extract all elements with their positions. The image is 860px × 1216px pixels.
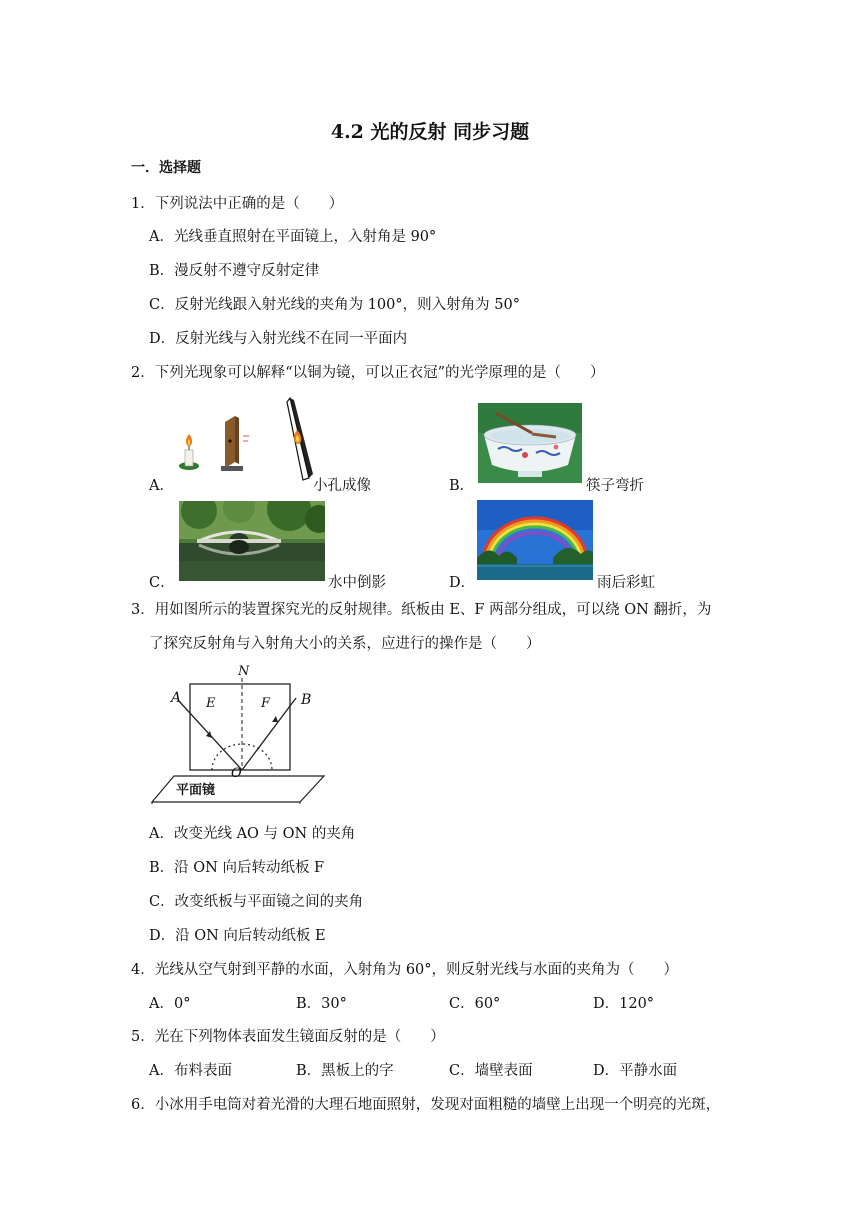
bent-chopstick-image xyxy=(478,403,582,483)
question-4-option-d: D．120° xyxy=(593,996,655,1012)
diagram-label-n: N xyxy=(238,664,250,679)
question-3-stem-line-1: 3．用如图所示的装置探究光的反射规律。纸板由 E、F 两部分组成，可以绕 ON 翻折，为 xyxy=(131,602,712,618)
question-1-option-b: B．漫反射不遵守反射定律 xyxy=(149,263,320,279)
pinhole-imaging-image xyxy=(175,396,313,484)
rainbow-image xyxy=(477,500,593,580)
diagram-label-e: E xyxy=(206,696,216,711)
question-5-option-b: B．黑板上的字 xyxy=(296,1063,394,1079)
question-2-option-c-letter: C． xyxy=(149,575,175,591)
question-2-option-b-caption: 筷子弯折 xyxy=(586,478,644,494)
question-1-option-c: C．反射光线跟入射光线的夹角为 100°，则入射角为 50° xyxy=(149,297,520,313)
question-2-option-a-letter: A． xyxy=(149,478,174,494)
question-3-option-d: D．沿 ON 向后转动纸板 E xyxy=(149,928,326,944)
question-3-option-a: A．改变光线 AO 与 ON 的夹角 xyxy=(149,826,356,842)
diagram-label-o: O xyxy=(231,766,242,781)
question-3-stem-line-2: 了探究反射角与入射角大小的关系，应进行的操作是（ ） xyxy=(149,636,541,652)
diagram-label-b: B xyxy=(301,692,312,708)
page-title: 4.2 光的反射 同步习题 xyxy=(330,121,530,143)
question-5-option-c: C．墙壁表面 xyxy=(449,1063,533,1079)
diagram-label-mirror: 平面镜 xyxy=(176,783,216,798)
question-6-stem: 6．小冰用手电筒对着光滑的大理石地面照射，发现对面粗糙的墙壁上出现一个明亮的光斑， xyxy=(131,1097,721,1113)
question-3-option-b: B．沿 ON 向后转动纸板 F xyxy=(149,860,325,876)
question-5-stem: 5．光在下列物体表面发生镜面反射的是（ ） xyxy=(131,1029,445,1045)
question-2-option-a-caption: 小孔成像 xyxy=(313,478,371,494)
diagram-label-a: A xyxy=(171,690,182,706)
question-1-option-d: D．反射光线与入射光线不在同一平面内 xyxy=(149,331,408,347)
question-5-option-d: D．平静水面 xyxy=(593,1063,678,1079)
question-1-stem: 1．下列说法中正确的是（ ） xyxy=(131,196,344,212)
question-1-option-a: A．光线垂直照射在平面镜上，入射角是 90° xyxy=(149,229,437,245)
question-4-option-c: C．60° xyxy=(449,996,501,1012)
diagram-label-f: F xyxy=(261,696,271,711)
question-2-option-d-letter: D． xyxy=(449,575,476,591)
water-reflection-image xyxy=(179,501,325,581)
question-2-option-d-caption: 雨后彩虹 xyxy=(597,575,655,591)
question-4-stem: 4．光线从空气射到平静的水面，入射角为 60°，则反射光线与水面的夹角为（ ） xyxy=(131,962,679,978)
question-2-option-c-caption: 水中倒影 xyxy=(328,575,386,591)
question-2-stem: 2．下列光现象可以解释“以铜为镜，可以正衣冠”的光学原理的是（ ） xyxy=(131,365,605,381)
question-3-option-c: C．改变纸板与平面镜之间的夹角 xyxy=(149,894,364,910)
section-heading: 一．选择题 xyxy=(131,160,201,176)
question-4-option-b: B．30° xyxy=(296,996,347,1012)
question-2-option-b-letter: B． xyxy=(449,478,475,494)
question-5-option-a: A．布料表面 xyxy=(149,1063,232,1079)
question-4-option-a: A．0° xyxy=(149,996,191,1012)
